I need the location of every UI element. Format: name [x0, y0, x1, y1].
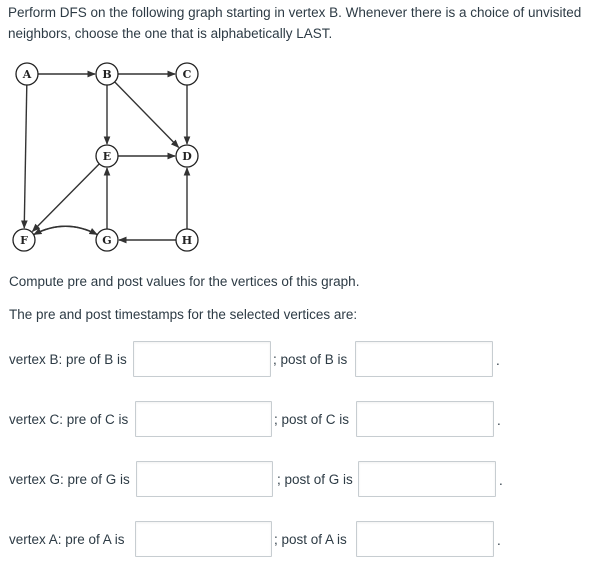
- node-label-d: D: [182, 150, 192, 163]
- node-b: [96, 63, 118, 85]
- pre-label-g: vertex G: pre of G is: [9, 472, 130, 487]
- edge-a-f: [24, 85, 27, 228]
- node-f: [13, 229, 35, 251]
- post-label-a: ; post of A is: [274, 532, 347, 547]
- graph-diagram: [6, 58, 216, 258]
- post-label-g: ; post of G is: [277, 472, 353, 487]
- row-vertex-a: [0, 521, 606, 559]
- edge-g-f: [34, 226, 97, 234]
- pre-input-b[interactable]: [133, 341, 271, 377]
- post-input-a[interactable]: [356, 521, 494, 557]
- edge-e-f: [32, 164, 99, 232]
- post-input-g[interactable]: [358, 461, 496, 497]
- pre-input-c[interactable]: [135, 401, 272, 437]
- post-input-c[interactable]: [356, 401, 494, 437]
- question-text: Perform DFS on the following graph starting in vertex B. Whenever there is a choice of unvisited neighbors, choose the one that is alphabetically LAST.: [8, 5, 582, 41]
- end-period-a: .: [497, 533, 501, 548]
- pre-input-g[interactable]: [136, 461, 273, 497]
- node-label-f: F: [20, 234, 28, 247]
- node-h: [176, 229, 198, 251]
- node-label-g: G: [102, 234, 112, 247]
- pre-label-b: vertex B: pre of B is: [9, 352, 127, 367]
- row-vertex-b: [0, 341, 606, 379]
- end-period-c: .: [497, 413, 501, 428]
- node-label-e: E: [102, 150, 112, 163]
- end-period-b: .: [496, 353, 500, 368]
- row-vertex-c: [0, 401, 606, 439]
- node-label-h: H: [181, 234, 193, 247]
- post-input-b[interactable]: [355, 341, 493, 377]
- subheading-text: The pre and post timestamps for the selected vertices are:: [9, 307, 358, 322]
- post-label-c: ; post of C is: [274, 412, 350, 427]
- node-label-a: A: [22, 68, 32, 81]
- node-d: [176, 145, 198, 167]
- node-label-b: B: [102, 68, 112, 81]
- pre-input-a[interactable]: [135, 521, 272, 557]
- pre-label-c: vertex C: pre of C is: [9, 412, 129, 427]
- end-period-g: .: [499, 473, 503, 488]
- edge-b-d: [115, 82, 179, 148]
- node-a: [16, 63, 38, 85]
- instruction-text: Compute pre and post values for the vertices of this graph.: [9, 274, 360, 289]
- row-vertex-g: [0, 461, 606, 499]
- post-label-b: ; post of B is: [273, 352, 348, 367]
- node-e: [96, 145, 118, 167]
- node-g: [96, 229, 118, 251]
- node-label-c: C: [182, 68, 192, 81]
- node-c: [176, 63, 198, 85]
- pre-label-a: vertex A: pre of A is: [9, 532, 125, 547]
